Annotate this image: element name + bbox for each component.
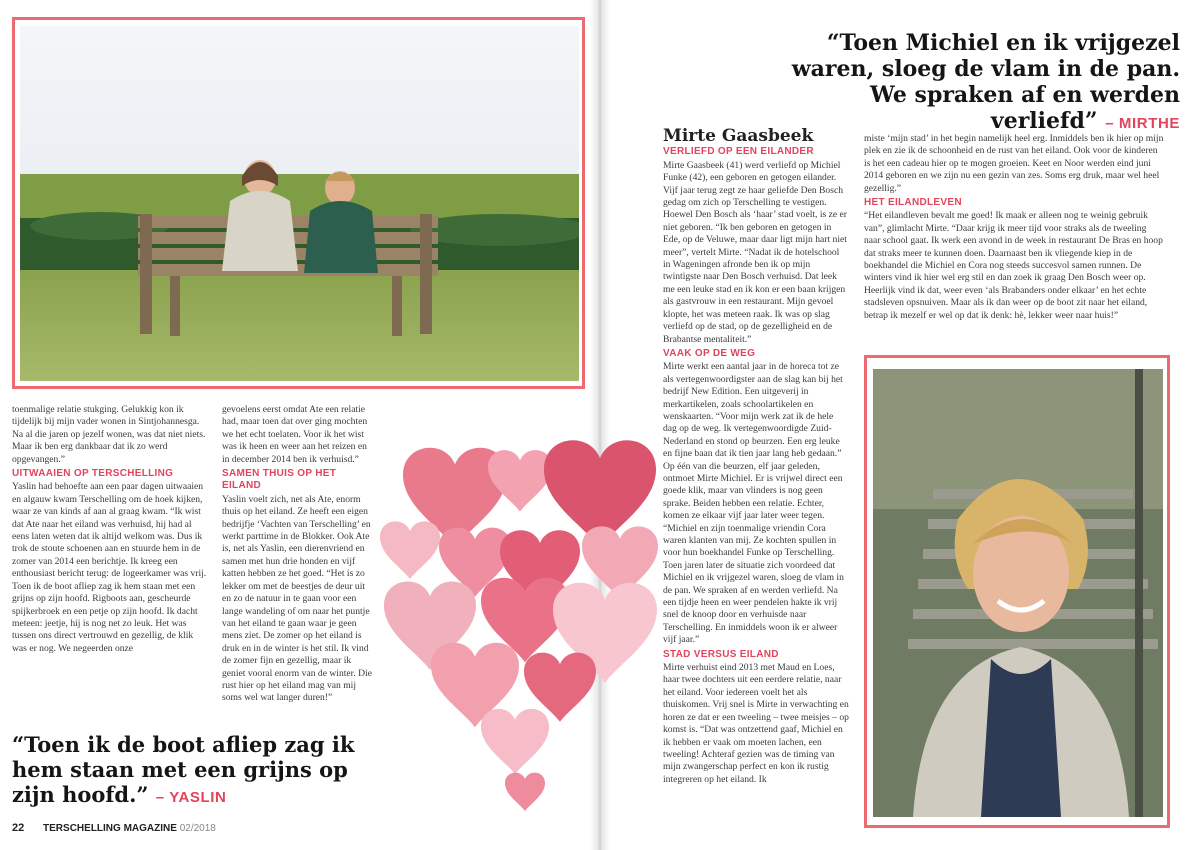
- hearts-illustration: [375, 440, 675, 820]
- section-heading: STAD VERSUS EILAND: [663, 648, 779, 660]
- body-text: Mirte werkt een aantal jaar in de horeca tot ze als vertegenwoordigster aan de slag kan bij het bedrijf New Edition. Een uitgeverij in merkartikelen, zoals schoolartikelen en wenskaarten. “Voor mijn werk zat ik de hele dag op de weg. Ik vertegenwoordigde Zuid-Nederland en stond op beurzen. Een erg leuke en fijne baan dat ik tien jaar lang heb gedaan.” Op één van die beurzen, elf jaar geleden, ontmoet Mirte Michiel. Er is vrijwel direct een goede klik, maar van vlinders is nog geen sprake. Beiden hebben een relatie. Echter, komen ze elkaar vijf jaar later weer tegen. “Michiel en zijn toenmalige vriendin Cora waren klanten van mij. Ze kochten spullen in voor hun boekhandel Funke op Terschelling. Toen jaren later de situatie zich voordeed dat Michiel en ik vrijgezel waren, sloeg de vlam in de pan. We spraken af en werden verliefd. Na een tijdje heen en weer pendelen hakte ik vrij snel de knoop door en verhuisde naar Terschelling. En inmiddels woon ik er alweer vijf jaar.”: [663, 361, 844, 646]
- couple-on-bench-photo: [20, 26, 579, 381]
- couple-photo-frame: [12, 17, 585, 389]
- profile-name: Mirte Gaasbeek: [663, 126, 814, 146]
- quote-text: “Toen Michiel en ik vrijgezel waren, sloeg de vlam in de pan. We spraken af en werden verliefd”: [791, 30, 1180, 134]
- body-text: Yaslin had behoefte aan een paar dagen uitwaaien en algauw kwam Terschelling om de hoek kijken, waar ze van kinds af aan al graag kwam. “Ik wist dat Ate naar het eiland was verhuisd, hij had al eens laten weten dat ik altijd welkom was. Dus ik trok de stoute schoenen aan en stuurde hem in de zomer van 2014 een berichtje. Ik kreeg een enthousiast bericht terug: de logeerkamer was vrij. Toen ik de boot afliep zag ik hem staan met een grijns op zijn hoofd. Rigboots aan, gescheurde spijkerbroek en een petje op zijn hoofd. Ik dacht meteen: jeetje, hij is nog net zo leuk. Het was tussen ons direct vertrouwd en gezellig, de klik was er nog. We negeerden onze: [12, 481, 207, 654]
- pull-quote-yaslin: [12, 732, 372, 810]
- quote-author: – YASLIN: [155, 789, 227, 806]
- page-footer: [12, 822, 216, 834]
- body-text: Yaslin voelt zich, net als Ate, enorm thuis op het eiland. Ze heeft een eigen bedrijfje ‘Vachten van Terschelling’ en werkt parttime in de Blokker. Ook Ate is, net als Yaslin, een dierenvriend en samen met hun drie honden en vijf katten hebben ze het goed. “Het is zo lekker om met de beestjes de deur uit en zo de natuur in te gaan voor een lange wandeling of om naar het puntje van het eiland te gaan waar je geen mens ziet. De zomer op het eiland is druk en in de winter is het stil. Ik vind de zomer fijn en gezellig, maar ik geniet vooral enorm van de winter. Die rust hier op het eiland mag van mij soms wel wat langer duren!”: [222, 493, 372, 704]
- quote-author: – MIRTHE: [1105, 115, 1180, 132]
- quote-text: “Toen ik de boot afliep zag ik hem staan met een grijns op zijn hoofd.”: [12, 732, 355, 807]
- right-column-2: [864, 133, 1164, 322]
- woman-portrait-photo: [873, 369, 1163, 817]
- left-column-2: [222, 404, 374, 705]
- body-text: miste ‘mijn stad’ in het begin namelijk heel erg. Inmiddels ben ik hier op mijn plek en zie ik de schoonheid en de rust van het eiland. Ook voor de kinderen is het een cadeau hier op te mogen groeien. Keet en Noor werden eind juni 2014 geboren en we zijn nu een gezin van zes. Soms erg druk, maar wel heel gezellig.”: [864, 133, 1164, 194]
- portrait-photo-frame: [864, 355, 1170, 828]
- body-text: Mirte verhuist eind 2013 met Maud en Loes, haar twee dochters uit een eerdere relatie, naar het eiland. Voor iedereen voelt het als thuiskomen. Vrij snel is Mirte in verwachting en horen ze dat er een tweeling – twee meisjes – op komst is. “Dat was ontzettend gaaf, Michiel en ik hebben er vaak om moeten lachen, een tweeling! Achteraf gezien was de timing van mijn zwangerschap perfect en kon ik rustig integreren op het eiland. Ik: [663, 662, 849, 785]
- body-text: Mirte Gaasbeek (41) werd verliefd op Michiel Funke (42), een geboren en getogen eilander. Vijf jaar terug zegt ze haar geliefde Den Bosch gedag om zich op Terschelling te vestigen. Hoewel Den Bosch als ‘haar’ stad voelt, is ze er niet geboren. “Ik ben geboren en getogen in Ede, op de Veluwe, maar daar ligt mijn hart niet meer”, vertelt Mirte. “Nadat ik de hotelschool in Wageningen afronde ben ik op mijn twintigste naar Den Bosch verhuisd. Dat leek me een leuke stad en ik kon er een baan krijgen als gastvrouw in een restaurant. Mijn gevoel klopte, het was meteen raak. Ik was op slag verliefd op de stad, op de gezelligheid en de Brabantse mentaliteit.”: [663, 159, 847, 345]
- body-text: “Het eilandleven bevalt me goed! Ik maak er alleen nog te weinig gebruik van”, glimlacht Mirte. “Daar krijg ik meer tijd voor straks als de tweeling naar school gaat. Ik werk een avond in de week in restaurant De Bras en hoop dat straks meer te kunnen doen. Daarnaast ben ik vliegende kiep in de boekhandel die Michiel en Cora nog steeds succesvol samen runnen. De winters vind ik hier wel erg stil en dan zoek ik graag Den Bosch weer op. Heerlijk vind ik dat, weer even ‘als Brabanders onder elkaar’ en het echte stadsleven opsnuiven. Maar als ik dan weer op de boot zit naar het eiland, betrap ik mezelf er wel op dat ik denk: hè, lekker weer naar huis!”: [864, 210, 1163, 321]
- heart-icon: [380, 440, 658, 811]
- section-heading: SAMEN THUIS OP HET EILAND: [222, 468, 337, 492]
- left-column-1: [12, 404, 210, 655]
- section-heading: UITWAAIEN OP TERSCHELLING: [12, 468, 174, 480]
- magazine-name: TERSCHELLING MAGAZINE: [43, 823, 177, 834]
- section-heading: VERLIEFD OP EEN EILANDER: [663, 146, 814, 158]
- section-heading: HET EILANDLEVEN: [864, 197, 962, 209]
- body-text: gevoelens eerst omdat Ate een relatie had, maar toen dat over ging mochten we het echt toelaten. Voor ik het wist was ik heen en weer aan het reizen en in december 2014 ben ik verhuisd.”: [222, 404, 368, 465]
- page-number: 22: [12, 822, 25, 834]
- body-text: toenmalige relatie stukging. Gelukkig kon ik tijdelijk bij mijn vader wonen in Sintjohannesga. Na al die jaren op jezelf wonen, was dat niet niets. Maar ik ben erg dankbaar dat ik zo werd opgevangen.”: [12, 404, 206, 465]
- section-heading: VAAK OP DE WEG: [663, 347, 756, 359]
- pull-quote-mirthe: [760, 30, 1180, 137]
- right-column-1: [663, 126, 849, 786]
- issue-number: 02/2018: [179, 823, 216, 834]
